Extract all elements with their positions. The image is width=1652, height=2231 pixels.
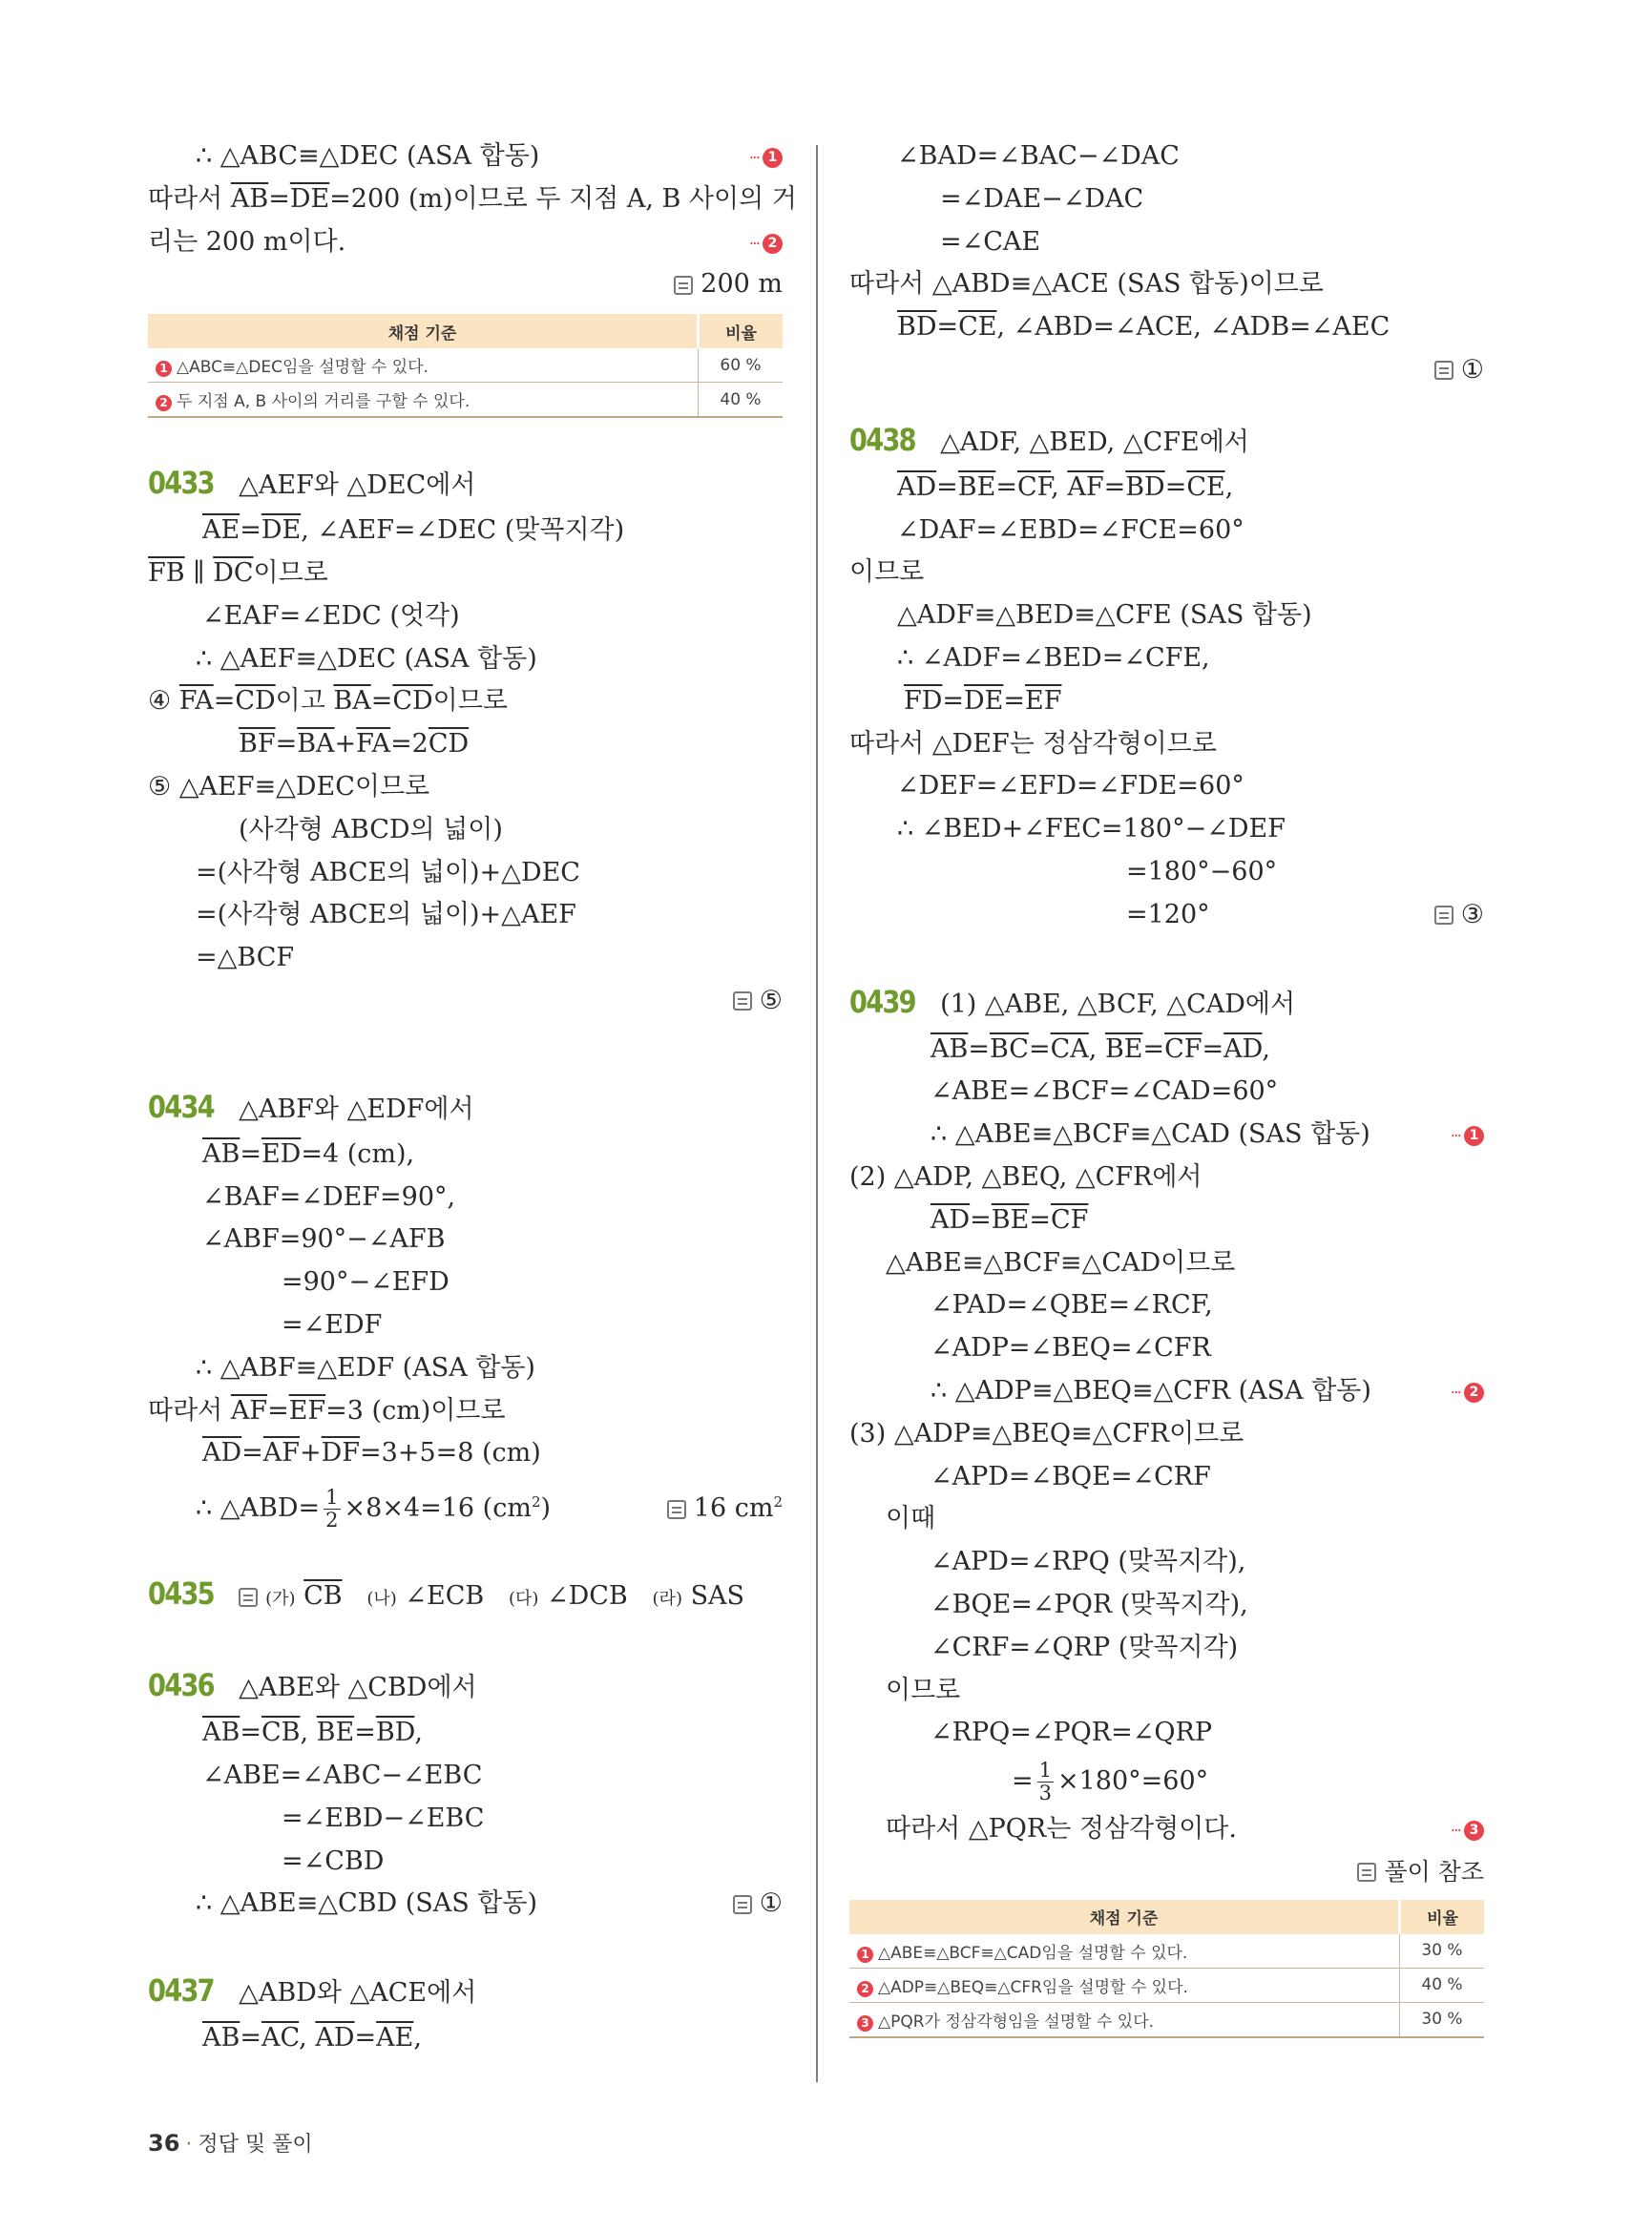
answer-line: 16 $cm^2$	[667, 1475, 783, 1535]
solution-line: =(사각형 ABCE의 넓이)+△AEF	[196, 900, 576, 930]
answer-icon	[1434, 906, 1453, 925]
solution-line: = $\frac{1}{3}$ ×180°=60°	[1012, 1759, 1209, 1805]
solution-line: =∠EDF	[282, 1309, 383, 1340]
answer-icon	[674, 276, 693, 295]
table-row: 2 △ADP≡△BEQ≡△CFR임을 설명할 수 있다. 40 %	[849, 1968, 1484, 2002]
solution-line: $\overline{AD}=\overline{AF}+\overline{DF}=3+5=8$ (cm)	[202, 1438, 541, 1469]
solution-line: 따라서 △DEF는 정삼각형이므로	[849, 728, 1217, 759]
answer-icon	[733, 991, 752, 1011]
solution-line: =(사각형 ABCE의 넓이)+△DEC	[196, 857, 580, 887]
solution-line: =90°−∠EFD	[282, 1267, 450, 1298]
solution-line: 이므로	[886, 1675, 961, 1705]
score-marker: ··· 2	[749, 221, 783, 266]
table-header: 채점 기준	[148, 314, 699, 348]
answer-icon	[239, 1588, 258, 1607]
solution-line: $\overline{AD}=\overline{BE}=\overline{CF}$, $\overline{AF}=\overline{BD}=\overline{CE}$,	[897, 471, 1234, 502]
solution-line: =180°−60°	[1126, 856, 1278, 886]
solution-line: ④ $\overline{FA}=\overline{CD}$이고 $\overline{BA}=\overline{CD}$이므로	[148, 686, 508, 717]
question-0435: 0435 (가) $\overline{CB}$ (나) ∠ECB (다) ∠DCB (라) SAS	[148, 1567, 783, 1620]
question-0436: 0436 △ABE와 △CBD에서	[148, 1658, 783, 1712]
solution-line: $\overline{AB}=\overline{BC}=\overline{CA}$, $\overline{BE}=\overline{CF}=\overline{AD}$,	[931, 1033, 1270, 1064]
solution-line: 따라서 △PQR는 정삼각형이다. ··· 3	[849, 1808, 1484, 1851]
solution-line: ∠APD=∠RPQ (맞꼭지각),	[931, 1547, 1246, 1577]
solution-line: $\overline{AD}=\overline{BE}=\overline{CF}$	[931, 1204, 1089, 1235]
answer-icon	[667, 1500, 686, 1519]
solution-line: ∴ ∠ADF=∠BED=∠CFE,	[897, 642, 1210, 673]
solution-line: ∴ △ABF≡△EDF (ASA 합동)	[196, 1352, 535, 1383]
question-0434: 0434 △ABF와 △EDF에서	[148, 1080, 783, 1134]
solution-line: $\overline{AB}=\overline{CB}$, $\overline{BE}=\overline{BD}$,	[202, 1718, 423, 1748]
question-0439: 0439 (1) △ABE, △BCF, △CAD에서	[849, 975, 1484, 1029]
fraction: $\frac{1}{3}$	[1038, 1759, 1052, 1805]
question-number: 0434	[148, 1088, 214, 1125]
solution-line: ∠BAD=∠BAC−∠DAC	[897, 141, 1180, 171]
table-header: 비율	[699, 314, 784, 348]
scoring-table	[849, 1900, 1484, 2038]
solution-line: ∴ △ABE≡△CBD (SAS 합동) ①	[148, 1883, 783, 1926]
solution-line: ∴ ∠BED+∠FEC=180°−∠DEF	[897, 814, 1286, 844]
score-marker: ··· 1	[1451, 1114, 1484, 1158]
score-marker: ··· 1	[749, 136, 783, 180]
question-number: 0433	[148, 465, 214, 502]
table-header: 채점 기준	[849, 1900, 1400, 1934]
solution-line: $\overline{BD}=\overline{CE}$, ∠ABD=∠ACE, ∠ADB=∠AEC	[897, 312, 1391, 343]
solution-line: ∠ABF=90°−∠AFB	[202, 1224, 446, 1255]
question-0437: 0437 △ABD와 △ACE에서	[148, 1964, 783, 2017]
solution-line: =∠CAE	[940, 226, 1041, 257]
left-column	[148, 136, 797, 2060]
answer-line: ③	[1434, 894, 1484, 937]
solution-line: ∠BAF=∠DEF=90°,	[202, 1181, 456, 1212]
question-0438: 0438 △ADF, △BED, △CFE에서	[849, 413, 1484, 467]
solution-line: ∴ △ABC≡△DEC (ASA 합동) ··· 1	[148, 136, 783, 178]
question-number: 0438	[849, 421, 915, 458]
solution-line: 따라서 $\overline{AF}=\overline{EF}=3$ (cm)이므로	[148, 1395, 506, 1426]
solution-line: 따라서 $\overline{AB}=\overline{DE}=200$ (m)이므로 두 지점 A, B 사이의 거	[148, 183, 797, 214]
answer-line: ①	[733, 1883, 783, 1926]
solution-line: 이때	[886, 1504, 936, 1534]
column-divider	[816, 145, 818, 2082]
solution-line: ∴ △ABD= $\frac{1}{2}$ ×8×4=16 $(cm^2)$ 16 $cm^2$	[148, 1475, 783, 1529]
solution-line: $\overline{AB}=\overline{AC}$, $\overline{AD}=\overline{AE}$,	[202, 2023, 422, 2054]
table-row: 1 △ABE≡△BCF≡△CAD임을 설명할 수 있다. 30 %	[849, 1934, 1484, 1969]
solution-line: ∠ABE=∠ABC−∠EBC	[202, 1760, 483, 1790]
solution-line: ∴ △ABE≡△BCF≡△CAD (SAS 합동) ··· 1	[849, 1114, 1484, 1157]
solution-line: =∠CBD	[282, 1845, 385, 1876]
solution-line: 이므로	[849, 557, 925, 588]
solution-line: ∠ABE=∠BCF=∠CAD=60°	[931, 1076, 1279, 1107]
solution-line: ∠DEF=∠EFD=∠FDE=60°	[897, 771, 1244, 802]
question-number: 0435	[148, 1575, 214, 1613]
question-number: 0439	[849, 983, 915, 1020]
solution-line: ∴ △AEF≡△DEC (ASA 합동)	[196, 643, 537, 674]
page-number: 36	[148, 2130, 180, 2157]
solution-line: ∠BQE=∠PQR (맞꼭지각),	[931, 1589, 1248, 1619]
solution-line: ⑤ △AEF≡△DEC이므로	[148, 771, 430, 802]
solution-line: △ADF≡△BED≡△CFE (SAS 합동)	[897, 600, 1312, 631]
solution-line: $\overline{AB}=\overline{ED}=4$ (cm),	[202, 1138, 415, 1169]
solution-line: ∠APD=∠BQE=∠CRF	[931, 1461, 1211, 1491]
solution-line: $\overline{FB}$ ∥ $\overline{DC}$이므로	[148, 557, 328, 588]
footer-title: 정답 및 풀이	[198, 2133, 313, 2157]
solution-line: $\overline{FD}=\overline{DE}=\overline{EF}$	[904, 685, 1062, 716]
scoring-table	[148, 314, 783, 418]
solution-line: (사각형 ABCD의 넓이)	[239, 814, 503, 844]
solution-line: =△BCF	[196, 943, 295, 973]
solution-line: =∠EBD−∠EBC	[282, 1803, 485, 1833]
table-header: 비율	[1400, 1900, 1485, 1934]
solution-line: 따라서 △ABD≡△ACE (SAS 합동)이므로	[849, 269, 1324, 300]
table-row: 3 △PQR가 정삼각형임을 설명할 수 있다. 30 %	[849, 2002, 1484, 2037]
question-number: 0436	[148, 1667, 214, 1704]
solution-line: ∴ △ADP≡△BEQ≡△CFR (ASA 합동) ··· 2	[849, 1370, 1484, 1413]
fraction: $\frac{1}{2}$	[325, 1486, 339, 1533]
answer-icon	[1357, 1863, 1376, 1882]
table-row: 1 △ABC≡△DEC임을 설명할 수 있다. 60 %	[148, 348, 783, 383]
answer-icon	[1434, 361, 1453, 380]
answer-icon	[733, 1895, 752, 1914]
score-marker: ··· 3	[1451, 1808, 1484, 1853]
question-number: 0437	[148, 1972, 214, 2010]
table-row: 2 두 지점 A, B 사이의 거리를 구할 수 있다. 40 %	[148, 383, 783, 418]
solution-line: =∠DAE−∠DAC	[940, 183, 1144, 214]
score-marker: ··· 2	[1451, 1370, 1484, 1415]
solution-line: ∠ADP=∠BEQ=∠CFR	[931, 1333, 1211, 1364]
solution-line: (3) △ADP≡△BEQ≡△CFR이므로	[849, 1418, 1244, 1449]
page-footer: 36 · 정답 및 풀이	[148, 2130, 313, 2157]
solution-line: ∠CRF=∠QRP (맞꼭지각)	[931, 1632, 1239, 1662]
solution-line: =120° ③	[849, 894, 1484, 937]
solution-line: △ABE≡△BCF≡△CAD이므로	[886, 1247, 1236, 1278]
answer-line: 200 m	[148, 263, 783, 306]
solution-line: $\overline{BF}=\overline{BA}+\overline{FA}=2\overline{CD}$	[239, 729, 470, 760]
right-column	[849, 136, 1484, 2038]
solution-line: (2) △ADP, △BEQ, △CFR에서	[849, 1161, 1202, 1192]
solution-line: 리는 200 m이다. ··· 2	[148, 221, 783, 264]
solution-line: ∠RPQ=∠PQR=∠QRP	[931, 1718, 1213, 1748]
answer-line: ①	[849, 349, 1484, 392]
solution-line: ∠DAF=∠EBD=∠FCE=60°	[897, 514, 1244, 545]
solution-line: $\overline{AE}=\overline{DE}$, ∠AEF=∠DEC (맞꼭지각)	[202, 515, 625, 546]
question-0433: 0433 △AEF와 △DEC에서	[148, 456, 783, 510]
answer-line: 풀이 참조	[849, 1851, 1484, 1894]
solution-line: ∠EAF=∠EDC (엇각)	[202, 600, 460, 631]
answer-line: ⑤	[148, 980, 783, 1023]
solution-line: ∠PAD=∠QBE=∠RCF,	[931, 1290, 1213, 1321]
